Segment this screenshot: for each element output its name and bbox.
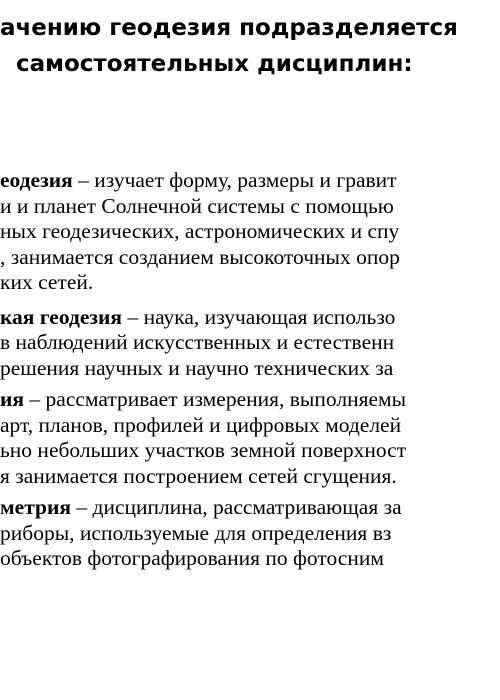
paragraph-line: и и планет Солнечной системы с помощью xyxy=(0,193,394,218)
paragraph-line xyxy=(0,495,500,521)
term-heading: кая геодезия xyxy=(0,304,123,329)
paragraph-higher-geodesy xyxy=(0,168,500,296)
slide-title-line-2: самостоятельных дисциплин: xyxy=(16,51,413,77)
term-heading: ия xyxy=(0,387,25,411)
paragraph-line: в наблюдений искусственных и естественн xyxy=(0,330,395,354)
definition-text: – дисциплина, рассматривающая за xyxy=(71,495,402,519)
paragraph-photogrammetry xyxy=(0,495,500,572)
paragraph-space-geodesy xyxy=(0,305,500,382)
paragraph-line: я занимается построением сетей сгущения. xyxy=(0,463,397,488)
paragraph-line: ных геодезических, астрономических и спу xyxy=(0,219,400,243)
slide-title-line-1: ачению геодезия подразделяется xyxy=(0,15,458,41)
paragraph-topography xyxy=(0,387,500,489)
paragraph-line xyxy=(0,387,500,413)
paragraph-line xyxy=(0,305,500,331)
slide-body xyxy=(0,168,500,578)
paragraph-line: объектов фотографирования по фотосним xyxy=(0,546,384,570)
term-heading: метрия xyxy=(0,495,71,519)
paragraph-line: ких сетей. xyxy=(0,270,94,294)
paragraph-line: , занимается созданием высокоточных опор xyxy=(0,244,400,269)
definition-text: – наука, изучающая использо xyxy=(122,304,396,329)
definition-text: – рассматривает измерения, выполняемы xyxy=(24,387,407,411)
term-heading: еодезия xyxy=(0,168,73,192)
paragraph-line xyxy=(0,168,500,194)
definition-text: – изучает форму, размеры и гравит xyxy=(72,168,397,192)
paragraph-line: ьно небольших участков земной поверхност xyxy=(0,438,407,462)
paragraph-line: арт, планов, профилей и цифровых моделей xyxy=(0,412,402,437)
paragraph-line: риборы, используемые для определения вз xyxy=(0,520,392,545)
paragraph-line: решения научных и научно технических за xyxy=(0,355,394,380)
